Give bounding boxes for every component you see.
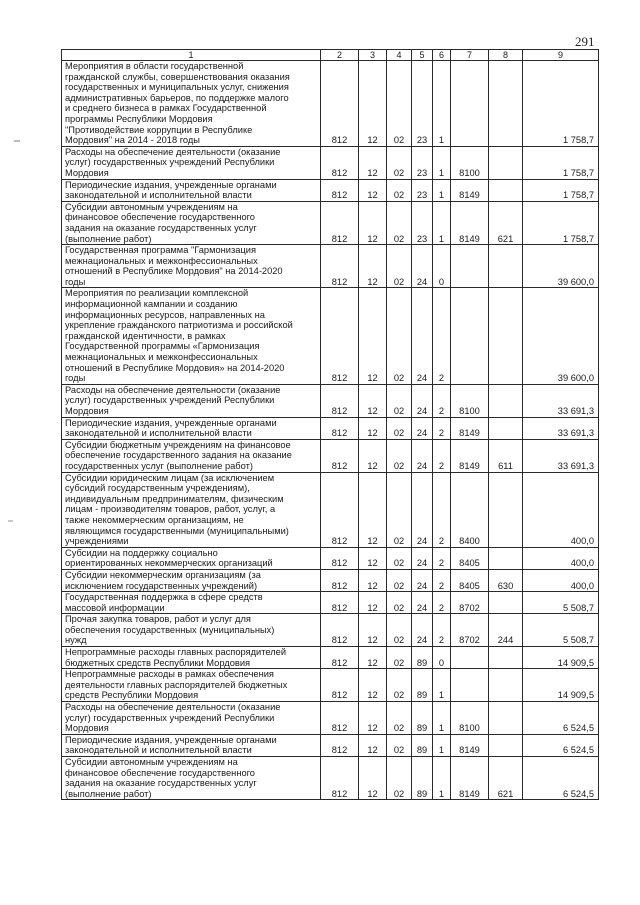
row-name: Расходы на обеспечение деятельности (оказание услуг) государственных учреждений Республики Мордовия bbox=[62, 384, 321, 417]
row-section: 12 bbox=[359, 417, 387, 439]
row-admin-code: 812 bbox=[321, 201, 359, 244]
row-article bbox=[451, 61, 489, 147]
row-article: 8702 bbox=[451, 614, 489, 647]
table-row bbox=[62, 647, 599, 669]
budget-table-sheet bbox=[61, 49, 598, 800]
row-subsection: 02 bbox=[387, 702, 412, 735]
row-amount: 5 508,7 bbox=[523, 614, 599, 647]
header-col-6: 6 bbox=[433, 50, 451, 61]
header-col-3: 3 bbox=[359, 50, 387, 61]
row-subprogram: 0 bbox=[433, 647, 451, 669]
row-section: 12 bbox=[359, 384, 387, 417]
row-program: 24 bbox=[412, 569, 433, 591]
row-subsection: 02 bbox=[387, 757, 412, 800]
table-row bbox=[62, 384, 599, 417]
row-subsection: 02 bbox=[387, 592, 412, 614]
row-subprogram: 2 bbox=[433, 439, 451, 472]
row-subsection: 02 bbox=[387, 201, 412, 244]
row-program: 23 bbox=[412, 201, 433, 244]
header-col-2: 2 bbox=[321, 50, 359, 61]
row-program: 24 bbox=[412, 614, 433, 647]
table-row bbox=[62, 472, 599, 547]
row-amount: 400,0 bbox=[523, 547, 599, 569]
row-article: 8405 bbox=[451, 547, 489, 569]
row-section: 12 bbox=[359, 472, 387, 547]
table-row bbox=[62, 614, 599, 647]
row-admin-code: 812 bbox=[321, 669, 359, 702]
row-subsection: 02 bbox=[387, 146, 412, 179]
table-row bbox=[62, 569, 599, 591]
row-name: Субсидии бюджетным учреждениям на финансовое обеспечение государственного задания на оказание государственных услуг (выполнение работ) bbox=[62, 439, 321, 472]
table-row bbox=[62, 146, 599, 179]
row-admin-code: 812 bbox=[321, 647, 359, 669]
row-section: 12 bbox=[359, 439, 387, 472]
row-amount: 1 758,7 bbox=[523, 146, 599, 179]
row-admin-code: 812 bbox=[321, 417, 359, 439]
row-name: Субсидии автономным учреждениям на финансовое обеспечение государственного задания на оказание государственных услуг (выполнение работ) bbox=[62, 757, 321, 800]
row-amount: 39 600,0 bbox=[523, 288, 599, 384]
header-col-1: 1 bbox=[62, 50, 321, 61]
row-admin-code: 812 bbox=[321, 702, 359, 735]
row-admin-code: 812 bbox=[321, 757, 359, 800]
row-name: Субсидии на поддержку социально ориентированных некоммерческих организаций bbox=[62, 547, 321, 569]
row-section: 12 bbox=[359, 669, 387, 702]
row-subprogram: 1 bbox=[433, 61, 451, 147]
row-program: 24 bbox=[412, 592, 433, 614]
row-name: Расходы на обеспечение деятельности (оказание услуг) государственных учреждений Республики Мордовия bbox=[62, 702, 321, 735]
row-name: Государственная программа "Гармонизация межнациональных и межконфессиональных отношений в Республике Мордовия" на 2014-2020 годы bbox=[62, 245, 321, 288]
row-amount: 39 600,0 bbox=[523, 245, 599, 288]
row-subprogram: 1 bbox=[433, 669, 451, 702]
row-article: 8100 bbox=[451, 384, 489, 417]
row-subprogram: 2 bbox=[433, 547, 451, 569]
row-expense-type bbox=[489, 702, 523, 735]
row-article bbox=[451, 669, 489, 702]
row-amount: 5 508,7 bbox=[523, 592, 599, 614]
row-amount: 1 758,7 bbox=[523, 201, 599, 244]
row-expense-type bbox=[489, 592, 523, 614]
row-subprogram: 2 bbox=[433, 472, 451, 547]
row-expense-type bbox=[489, 669, 523, 702]
table-row bbox=[62, 592, 599, 614]
page-number: 291 bbox=[575, 34, 595, 49]
table-row bbox=[62, 757, 599, 800]
row-amount: 1 758,7 bbox=[523, 61, 599, 147]
row-expense-type bbox=[489, 179, 523, 201]
row-admin-code: 812 bbox=[321, 734, 359, 756]
header-col-4: 4 bbox=[387, 50, 412, 61]
row-admin-code: 812 bbox=[321, 614, 359, 647]
row-article bbox=[451, 288, 489, 384]
row-program: 89 bbox=[412, 669, 433, 702]
table-row bbox=[62, 201, 599, 244]
row-section: 12 bbox=[359, 288, 387, 384]
row-admin-code: 812 bbox=[321, 547, 359, 569]
row-admin-code: 812 bbox=[321, 592, 359, 614]
row-admin-code: 812 bbox=[321, 179, 359, 201]
row-name: Мероприятия по реализации комплексной информационной кампании и созданию информационных ресурсов, направленных на укрепление гражданского патриотизма и российской гражданской идентичности, в рамках Государственной программы «Гармонизация межнациональных и межконфессиональных отношений в Республике Мордовия» на 2014-2020 годы bbox=[62, 288, 321, 384]
row-amount: 6 524,5 bbox=[523, 757, 599, 800]
row-subsection: 02 bbox=[387, 384, 412, 417]
table-row bbox=[62, 702, 599, 735]
row-expense-type bbox=[489, 547, 523, 569]
row-program: 23 bbox=[412, 179, 433, 201]
header-col-8: 8 bbox=[489, 50, 523, 61]
header-col-5: 5 bbox=[412, 50, 433, 61]
row-subprogram: 2 bbox=[433, 569, 451, 591]
row-name: Периодические издания, учрежденные органами законодательной и исполнительной власти bbox=[62, 417, 321, 439]
row-subprogram: 2 bbox=[433, 614, 451, 647]
row-article: 8149 bbox=[451, 179, 489, 201]
row-program: 24 bbox=[412, 439, 433, 472]
row-amount: 1 758,7 bbox=[523, 179, 599, 201]
table-row bbox=[62, 669, 599, 702]
row-subprogram: 1 bbox=[433, 734, 451, 756]
row-name: Непрограммные расходы в рамках обеспечения деятельности главных распорядителей бюджетных средств Республики Мордовия bbox=[62, 669, 321, 702]
row-admin-code: 812 bbox=[321, 384, 359, 417]
row-article: 8149 bbox=[451, 734, 489, 756]
row-expense-type: 630 bbox=[489, 569, 523, 591]
row-subsection: 02 bbox=[387, 669, 412, 702]
row-article bbox=[451, 245, 489, 288]
table-row bbox=[62, 547, 599, 569]
row-article bbox=[451, 647, 489, 669]
row-admin-code: 812 bbox=[321, 245, 359, 288]
row-program: 23 bbox=[412, 146, 433, 179]
row-subsection: 02 bbox=[387, 547, 412, 569]
row-admin-code: 812 bbox=[321, 61, 359, 147]
row-name: Субсидии автономным учреждениям на финансовое обеспечение государственного задания на оказание государственных услуг (выполнение работ) bbox=[62, 201, 321, 244]
row-section: 12 bbox=[359, 61, 387, 147]
row-name: Периодические издания, учрежденные органами законодательной и исполнительной власти bbox=[62, 179, 321, 201]
row-article: 8149 bbox=[451, 757, 489, 800]
row-subprogram: 1 bbox=[433, 146, 451, 179]
table-row bbox=[62, 734, 599, 756]
row-amount: 6 524,5 bbox=[523, 702, 599, 735]
row-subprogram: 1 bbox=[433, 702, 451, 735]
row-subsection: 02 bbox=[387, 472, 412, 547]
row-name: Непрограммные расходы главных распорядителей бюджетных средств Республики Мордовия bbox=[62, 647, 321, 669]
row-expense-type bbox=[489, 146, 523, 179]
row-program: 23 bbox=[412, 61, 433, 147]
row-name: Субсидии некоммерческим организациям (за исключением государственных учреждений) bbox=[62, 569, 321, 591]
row-subsection: 02 bbox=[387, 569, 412, 591]
row-expense-type bbox=[489, 734, 523, 756]
table-row bbox=[62, 179, 599, 201]
row-section: 12 bbox=[359, 757, 387, 800]
row-name: Расходы на обеспечение деятельности (оказание услуг) государственных учреждений Республики Мордовия bbox=[62, 146, 321, 179]
row-article: 8149 bbox=[451, 201, 489, 244]
table-row bbox=[62, 61, 599, 147]
row-program: 24 bbox=[412, 384, 433, 417]
table-header-row bbox=[62, 50, 599, 61]
row-amount: 400,0 bbox=[523, 569, 599, 591]
row-amount: 33 691,3 bbox=[523, 439, 599, 472]
row-amount: 6 524,5 bbox=[523, 734, 599, 756]
row-section: 12 bbox=[359, 146, 387, 179]
row-subprogram: 1 bbox=[433, 201, 451, 244]
row-section: 12 bbox=[359, 201, 387, 244]
row-article: 8149 bbox=[451, 439, 489, 472]
row-subsection: 02 bbox=[387, 179, 412, 201]
row-name: Периодические издания, учрежденные органами законодательной и исполнительной власти bbox=[62, 734, 321, 756]
row-admin-code: 812 bbox=[321, 288, 359, 384]
row-amount: 33 691,3 bbox=[523, 417, 599, 439]
row-expense-type bbox=[489, 245, 523, 288]
scan-mark bbox=[8, 520, 13, 522]
row-subsection: 02 bbox=[387, 245, 412, 288]
row-program: 24 bbox=[412, 417, 433, 439]
table-body bbox=[62, 61, 599, 800]
table-row bbox=[62, 288, 599, 384]
row-expense-type: 621 bbox=[489, 201, 523, 244]
row-section: 12 bbox=[359, 734, 387, 756]
row-expense-type: 621 bbox=[489, 757, 523, 800]
row-admin-code: 812 bbox=[321, 472, 359, 547]
row-subsection: 02 bbox=[387, 417, 412, 439]
row-program: 24 bbox=[412, 245, 433, 288]
row-subprogram: 2 bbox=[433, 288, 451, 384]
row-admin-code: 812 bbox=[321, 439, 359, 472]
row-expense-type bbox=[489, 384, 523, 417]
row-program: 89 bbox=[412, 734, 433, 756]
row-program: 24 bbox=[412, 547, 433, 569]
budget-table bbox=[61, 49, 599, 800]
row-program: 24 bbox=[412, 288, 433, 384]
row-program: 89 bbox=[412, 757, 433, 800]
row-name: Прочая закупка товаров, работ и услуг для обеспечения государственных (муниципальных) нужд bbox=[62, 614, 321, 647]
row-subprogram: 2 bbox=[433, 417, 451, 439]
row-program: 89 bbox=[412, 702, 433, 735]
row-expense-type: 244 bbox=[489, 614, 523, 647]
row-subsection: 02 bbox=[387, 614, 412, 647]
row-article: 8400 bbox=[451, 472, 489, 547]
row-expense-type: 611 bbox=[489, 439, 523, 472]
row-article: 8100 bbox=[451, 702, 489, 735]
row-expense-type bbox=[489, 417, 523, 439]
row-subprogram: 1 bbox=[433, 757, 451, 800]
row-article: 8702 bbox=[451, 592, 489, 614]
row-program: 24 bbox=[412, 472, 433, 547]
row-section: 12 bbox=[359, 179, 387, 201]
row-section: 12 bbox=[359, 569, 387, 591]
row-admin-code: 812 bbox=[321, 569, 359, 591]
row-article: 8405 bbox=[451, 569, 489, 591]
row-amount: 400,0 bbox=[523, 472, 599, 547]
row-subprogram: 2 bbox=[433, 592, 451, 614]
row-name: Государственная поддержка в сфере средств массовой информации bbox=[62, 592, 321, 614]
row-expense-type bbox=[489, 647, 523, 669]
row-subsection: 02 bbox=[387, 61, 412, 147]
row-amount: 14 909,5 bbox=[523, 669, 599, 702]
row-section: 12 bbox=[359, 547, 387, 569]
row-subsection: 02 bbox=[387, 439, 412, 472]
row-name: Мероприятия в области государственной гражданской службы, совершенствования оказания государственных и муниципальных услуг, снижения административных барьеров, по поддержке малого и среднего бизнеса в рамках Государственной программы Республики Мордовия "Противодействие коррупции в Республике Мордовия" на 2014 - 2018 годы bbox=[62, 61, 321, 147]
table-row bbox=[62, 417, 599, 439]
scan-mark bbox=[14, 140, 20, 142]
row-article: 8149 bbox=[451, 417, 489, 439]
row-section: 12 bbox=[359, 614, 387, 647]
row-amount: 33 691,3 bbox=[523, 384, 599, 417]
row-section: 12 bbox=[359, 245, 387, 288]
table-row bbox=[62, 439, 599, 472]
row-name: Субсидии юридическим лицам (за исключением субсидий государственным учреждениям), индивидуальным предпринимателям, физическим лицам - производителям товаров, работ, услуг, а также некоммерческим организациям, не являющимся государственными (муниципальными) учреждениями bbox=[62, 472, 321, 547]
row-section: 12 bbox=[359, 702, 387, 735]
row-subprogram: 1 bbox=[433, 179, 451, 201]
row-section: 12 bbox=[359, 592, 387, 614]
row-expense-type bbox=[489, 472, 523, 547]
row-subprogram: 2 bbox=[433, 384, 451, 417]
row-subprogram: 0 bbox=[433, 245, 451, 288]
header-col-9: 9 bbox=[523, 50, 599, 61]
row-expense-type bbox=[489, 288, 523, 384]
row-program: 89 bbox=[412, 647, 433, 669]
header-col-7: 7 bbox=[451, 50, 489, 61]
row-amount: 14 909,5 bbox=[523, 647, 599, 669]
row-expense-type bbox=[489, 61, 523, 147]
row-subsection: 02 bbox=[387, 288, 412, 384]
row-subsection: 02 bbox=[387, 647, 412, 669]
table-row bbox=[62, 245, 599, 288]
row-article: 8100 bbox=[451, 146, 489, 179]
row-admin-code: 812 bbox=[321, 146, 359, 179]
row-section: 12 bbox=[359, 647, 387, 669]
row-subsection: 02 bbox=[387, 734, 412, 756]
